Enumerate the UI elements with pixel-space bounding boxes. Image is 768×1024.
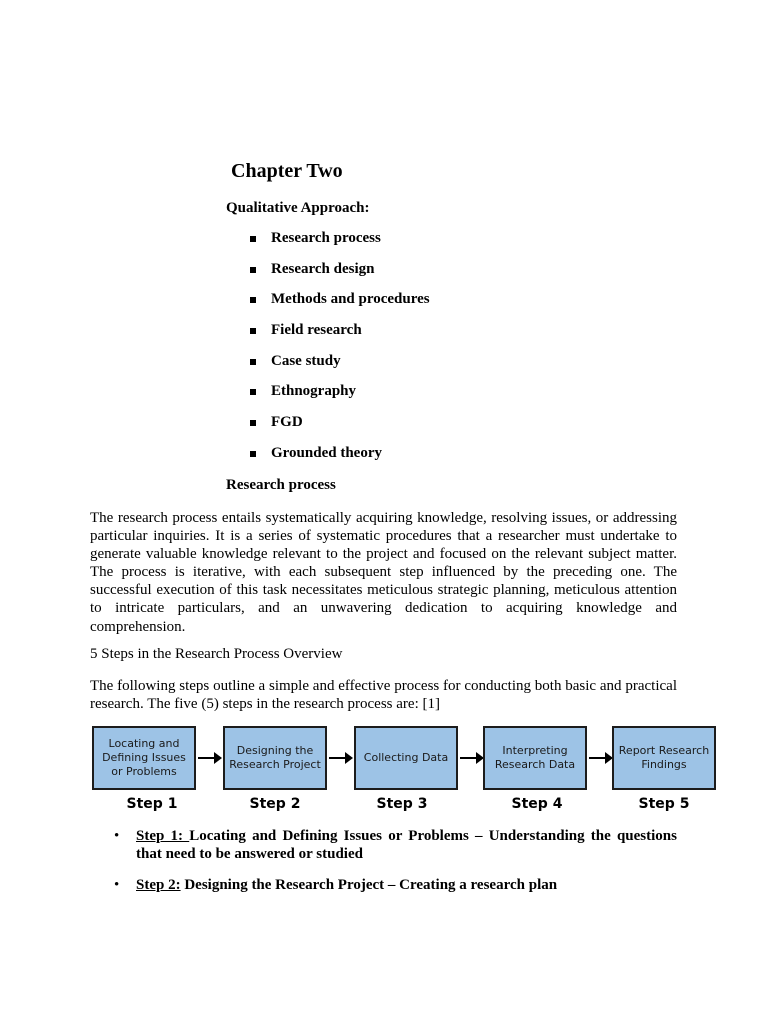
step-1-label: Step 1: [126, 796, 178, 812]
square-bullet-icon: [250, 328, 256, 334]
list-item: Field research: [250, 322, 430, 353]
step-3-box: Collecting Data: [354, 726, 458, 790]
list-item: Research process: [250, 230, 430, 261]
step-tag: Step 2:: [136, 877, 181, 893]
list-item: Methods and procedures: [250, 291, 430, 322]
list-item: Case study: [250, 353, 430, 384]
overview-title: 5 Steps in the Research Process Overview: [90, 646, 343, 662]
list-item: [112, 827, 677, 863]
square-bullet-icon: [250, 451, 256, 457]
research-process-heading: Research process: [226, 477, 336, 493]
square-bullet-icon: [250, 236, 256, 242]
list-item: Ethnography: [250, 383, 430, 414]
step-1-box: Locating and Defining Issues or Problems: [92, 726, 196, 790]
step-tag: Step 1:: [136, 828, 190, 844]
step-4-label: Step 4: [511, 796, 563, 812]
arrow-right-icon: [329, 757, 351, 759]
step-4-box: Interpreting Research Data: [483, 726, 587, 790]
square-bullet-icon: [250, 297, 256, 303]
arrow-right-icon: [460, 757, 482, 759]
step-5-label: Step 5: [638, 796, 690, 812]
research-process-diagram: [92, 726, 720, 821]
section-label: Qualitative Approach:: [226, 200, 370, 216]
arrow-right-icon: [589, 757, 611, 759]
step-detail-text: Designing the Research Project – Creating a research plan: [180, 877, 558, 893]
bullet-dot-icon: •: [114, 828, 120, 844]
list-item: [112, 876, 677, 894]
step-2-label: Step 2: [249, 796, 301, 812]
square-bullet-icon: [250, 420, 256, 426]
chapter-title: Chapter Two: [231, 160, 343, 182]
topic-list: [250, 230, 430, 476]
arrow-right-icon: [198, 757, 220, 759]
square-bullet-icon: [250, 359, 256, 365]
list-item: Grounded theory: [250, 445, 430, 476]
list-item: Research design: [250, 261, 430, 292]
square-bullet-icon: [250, 267, 256, 273]
research-process-paragraph: The research process entails systematically acquiring knowledge, resolving issues, or addressing particular inquiries. It is a series of systematic procedures that a researcher must undertake to generate valuable knowledge relevant to the project and focused on the relevant subject matter. The process is iterative, with each subsequent step influenced by the preceding one. The successful execution of this task necessitates meticulous strategic planning, meticulous attention to intricate particulars, and an unwavering dedication to acquiring knowledge and comprehension.: [90, 510, 677, 635]
step-2-box: Designing the Research Project: [223, 726, 327, 790]
step-5-box: Report Research Findings: [612, 726, 716, 790]
step-3-label: Step 3: [376, 796, 428, 812]
list-item: FGD: [250, 414, 430, 445]
bullet-dot-icon: •: [114, 877, 120, 893]
intro-paragraph: The following steps outline a simple and effective process for conducting both basic and practical research. The five (5) steps in the research process are: [1]: [90, 678, 677, 713]
step-details-list: [112, 827, 677, 907]
step-detail-text: Locating and Defining Issues or Problems – Understanding the questions that need to be answered or studied: [136, 828, 677, 862]
square-bullet-icon: [250, 389, 256, 395]
